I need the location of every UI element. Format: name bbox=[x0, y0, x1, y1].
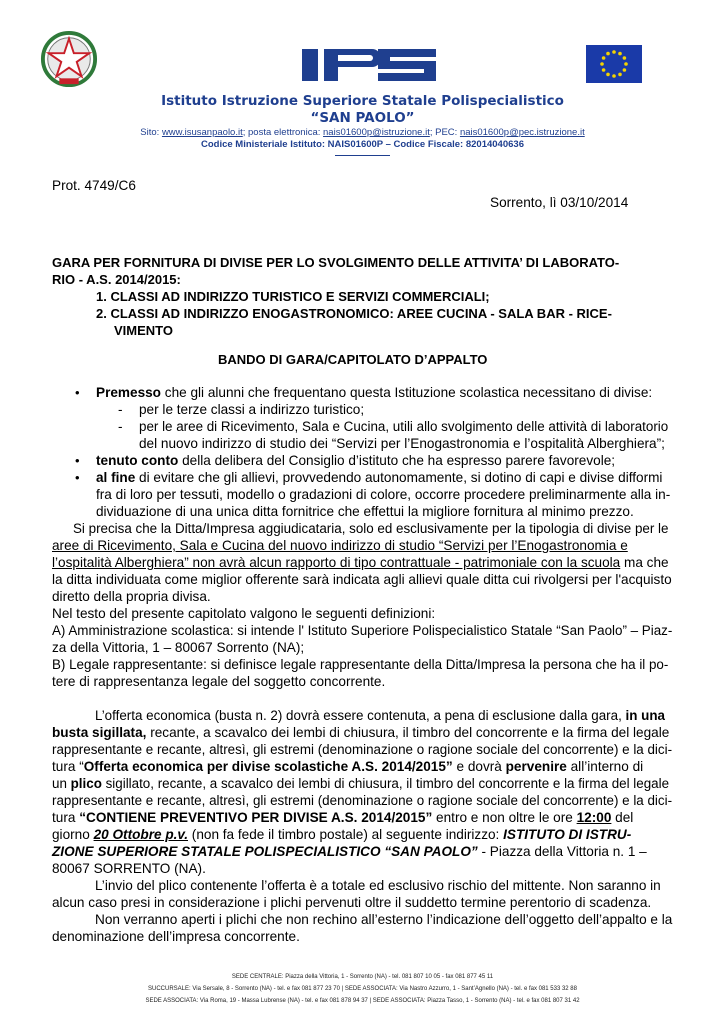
bullet-3-marker: • bbox=[75, 470, 80, 485]
def-b-line-2: tere di rappresentanza legale del soggetto concorrente. bbox=[52, 674, 386, 689]
italian-republic-emblem-icon bbox=[40, 30, 98, 88]
para1-line-5: diretto della propria divisa. bbox=[52, 589, 211, 604]
bullet-al-fine-line-2: fra di loro per tessuti, modello o gradazioni di colore, occorre procedere preliminarmente alla in- bbox=[96, 487, 671, 502]
institute-subname: “SAN PAOLO” bbox=[310, 110, 415, 126]
offer-line-3: rappresentante e recante, altresì, gli estremi (denominazione o ragione sociale del concorrente) e la dici- bbox=[52, 742, 673, 757]
offer-line-2: busta sigillata, recante, a scavalco dei lembi di chiusura, il timbro del concorrente e la firma del legale bbox=[52, 725, 670, 740]
bando-heading: BANDO DI GARA/CAPITOLATO D’APPALTO bbox=[218, 352, 488, 367]
bullet-tenuto-conto: tenuto conto della delibera del Consiglio d’istituto che ha espresso parere favorevole; bbox=[96, 453, 616, 468]
dash-aree-ricevimento: per le aree di Ricevimento, Sala e Cucina, utili allo svolgimento delle attività di laboratorio bbox=[139, 419, 669, 434]
title-item-1: 1. CLASSI AD INDIRIZZO TURISTICO E SERVIZI COMMERCIALI; bbox=[96, 289, 490, 304]
footer-line-2: SUCCURSALE: Via Sersale, 8 - Sorrento (NA) - tel. e fax 081 877 23 70 | SEDE ASSOCIATA: Via Nastro Azzurro, 1 - Sant’Agnello (NA) - tel. e fax 081 533 32 88 bbox=[148, 986, 577, 992]
para1-line-2: aree di Ricevimento, Sala e Cucina del nuovo indirizzo di studio “Servizi per l’Enogastronomia e bbox=[52, 538, 628, 553]
dash-2-marker: - bbox=[118, 419, 123, 434]
email-link[interactable]: nais01600p@istruzione.it bbox=[323, 127, 430, 138]
offer-line-4: tura “Offerta economica per divise scolastiche A.S. 2014/2015” e dovrà pervenire all’interno di bbox=[52, 759, 644, 774]
place-date: Sorrento, lì 03/10/2014 bbox=[490, 195, 629, 210]
email-label: ; posta elettronica: bbox=[242, 127, 324, 138]
offer-line-10: 80067 SORRENTO (NA). bbox=[52, 861, 206, 876]
offer-line-7: tura “CONTIENE PREVENTIVO PER DIVISE A.S. 2014/2015” entro e non oltre le ore 12:00 del bbox=[52, 810, 634, 825]
institute-codes: Codice Ministeriale Istituto: NAIS01600P – Codice Fiscale: 82014040636 bbox=[201, 139, 524, 150]
bullet-premesso: Premesso che gli alunni che frequentano questa Istituzione scolastica necessitano di divise: bbox=[96, 385, 653, 400]
institute-contacts bbox=[0, 127, 725, 138]
offer-line-6: rappresentante e recante, altresì, gli estremi (denominazione o ragione sociale del concorrente) e la dici- bbox=[52, 793, 673, 808]
psp-logo bbox=[300, 46, 440, 84]
offer-line-5: un plico sigillato, recante, a scavalco dei lembi di chiusura, il timbro del concorrente e la firma del legale bbox=[52, 776, 670, 791]
para1-line-4: la ditta individuata come miglior offerente sarà indicata agli allievi quale ditta cui rivolgersi per l'acquisto bbox=[52, 572, 672, 587]
risk-line-1: L’invio del plico contenente l’offerta è a totale ed esclusivo rischio del mittente. Non saranno in bbox=[95, 878, 661, 893]
pec-link[interactable]: nais01600p@pec.istruzione.it bbox=[459, 127, 585, 138]
def-b-line-1: B) Legale rappresentante: si definisce legale rappresentante della Ditta/Impresa la persona che ha il po- bbox=[52, 657, 669, 672]
para1-line-1: Si precisa che la Ditta/Impresa aggiudicataria, solo ed esclusivamente per la tipologia di divise per le bbox=[73, 521, 669, 536]
risk-line-2: alcun caso presi in considerazione i plichi pervenuti oltre il suddetto termine perentorio di scadenza. bbox=[52, 895, 652, 910]
title-item-2-cont: VIMENTO bbox=[114, 323, 173, 338]
def-a-line-1: A) Amministrazione scolastica: si intende l' Istituto Superiore Polispecialistico Statale “San Paolo” – Piaz- bbox=[52, 623, 673, 638]
site-label: Sito: bbox=[140, 127, 162, 138]
defs-intro: Nel testo del presente capitolato valgono le seguenti definizioni: bbox=[52, 606, 436, 621]
title-line-1: GARA PER FORNITURA DI DIVISE PER LO SVOLGIMENTO DELLE ATTIVITA’ DI LABORATO- bbox=[52, 255, 620, 270]
protocol-number: Prot. 4749/C6 bbox=[52, 178, 136, 193]
footer-line-3: SEDE ASSOCIATA: Via Roma, 19 - Massa Lubrense (NA) - tel. e fax 081 878 94 37 | SEDE ASSOCIATA: Piazza Tasso, 1 - Sorrento (NA) - tel. e fax 081 807 31 42 bbox=[145, 998, 580, 1004]
site-link[interactable]: www.isusanpaolo.it bbox=[161, 127, 243, 138]
bullet-al-fine: al fine di evitare che gli allievi, provvedendo autonomamente, si dotino di capi e divise difformi bbox=[96, 470, 663, 485]
footer-line-1: SEDE CENTRALE: Piazza della Vittoria, 1 - Sorrento (NA) - tel. 081 807 10 05 - fax 081 877 45 11 bbox=[231, 974, 494, 980]
bullet-1-marker: • bbox=[75, 385, 80, 400]
offer-line-9: ZIONE SUPERIORE STATALE POLISPECIALISTICO “SAN PAOLO” - Piazza della Vittoria n. 1 – bbox=[52, 844, 647, 859]
dash-1-marker: - bbox=[118, 402, 123, 417]
dash-aree-ricevimento-cont: del nuovo indirizzo di studio dei “Servizi per l’Enogastronomia e l’ospitalità Alberghiera”; bbox=[139, 436, 665, 451]
bullet-2-marker: • bbox=[75, 453, 80, 468]
title-item-2: 2. CLASSI AD INDIRIZZO ENOGASTRONOMICO: AREE CUCINA - SALA BAR - RICE- bbox=[96, 306, 612, 321]
eu-flag-icon bbox=[586, 45, 642, 83]
open-line-1: Non verranno aperti i plichi che non rechino all’esterno l’indicazione dell’oggetto dell’appalto e la bbox=[95, 912, 673, 927]
para1-line-3: l’ospitalità Alberghiera” non avrà alcun rapporto di tipo contrattuale - patrimoniale con la scuola ma che bbox=[52, 555, 669, 570]
bullet-al-fine-line-3: dividuazione di una unica ditta fornitrice che effettui la migliore fornitura al minimo prezzo. bbox=[96, 504, 634, 519]
header-divider bbox=[335, 155, 390, 156]
open-line-2: denominazione dell’impresa concorrente. bbox=[52, 929, 300, 944]
title-line-2: RIO - A.S. 2014/2015: bbox=[52, 272, 181, 287]
pec-label: ; PEC: bbox=[429, 127, 460, 138]
offer-line-1: L’offerta economica (busta n. 2) dovrà essere contenuta, a pena di esclusione dalla gara, in una bbox=[95, 708, 665, 723]
institute-name: Istituto Istruzione Superiore Statale Polispecialistico bbox=[161, 93, 564, 109]
offer-line-8: giorno 20 Ottobre p.v. (non fa fede il timbro postale) al seguente indirizzo: ISTITUTO DI ISTRU- bbox=[52, 827, 632, 842]
dash-terze-classi: per le terze classi a indirizzo turistico; bbox=[139, 402, 365, 417]
def-a-line-2: za della Vittoria, 1 – 80067 Sorrento (NA); bbox=[52, 640, 305, 655]
